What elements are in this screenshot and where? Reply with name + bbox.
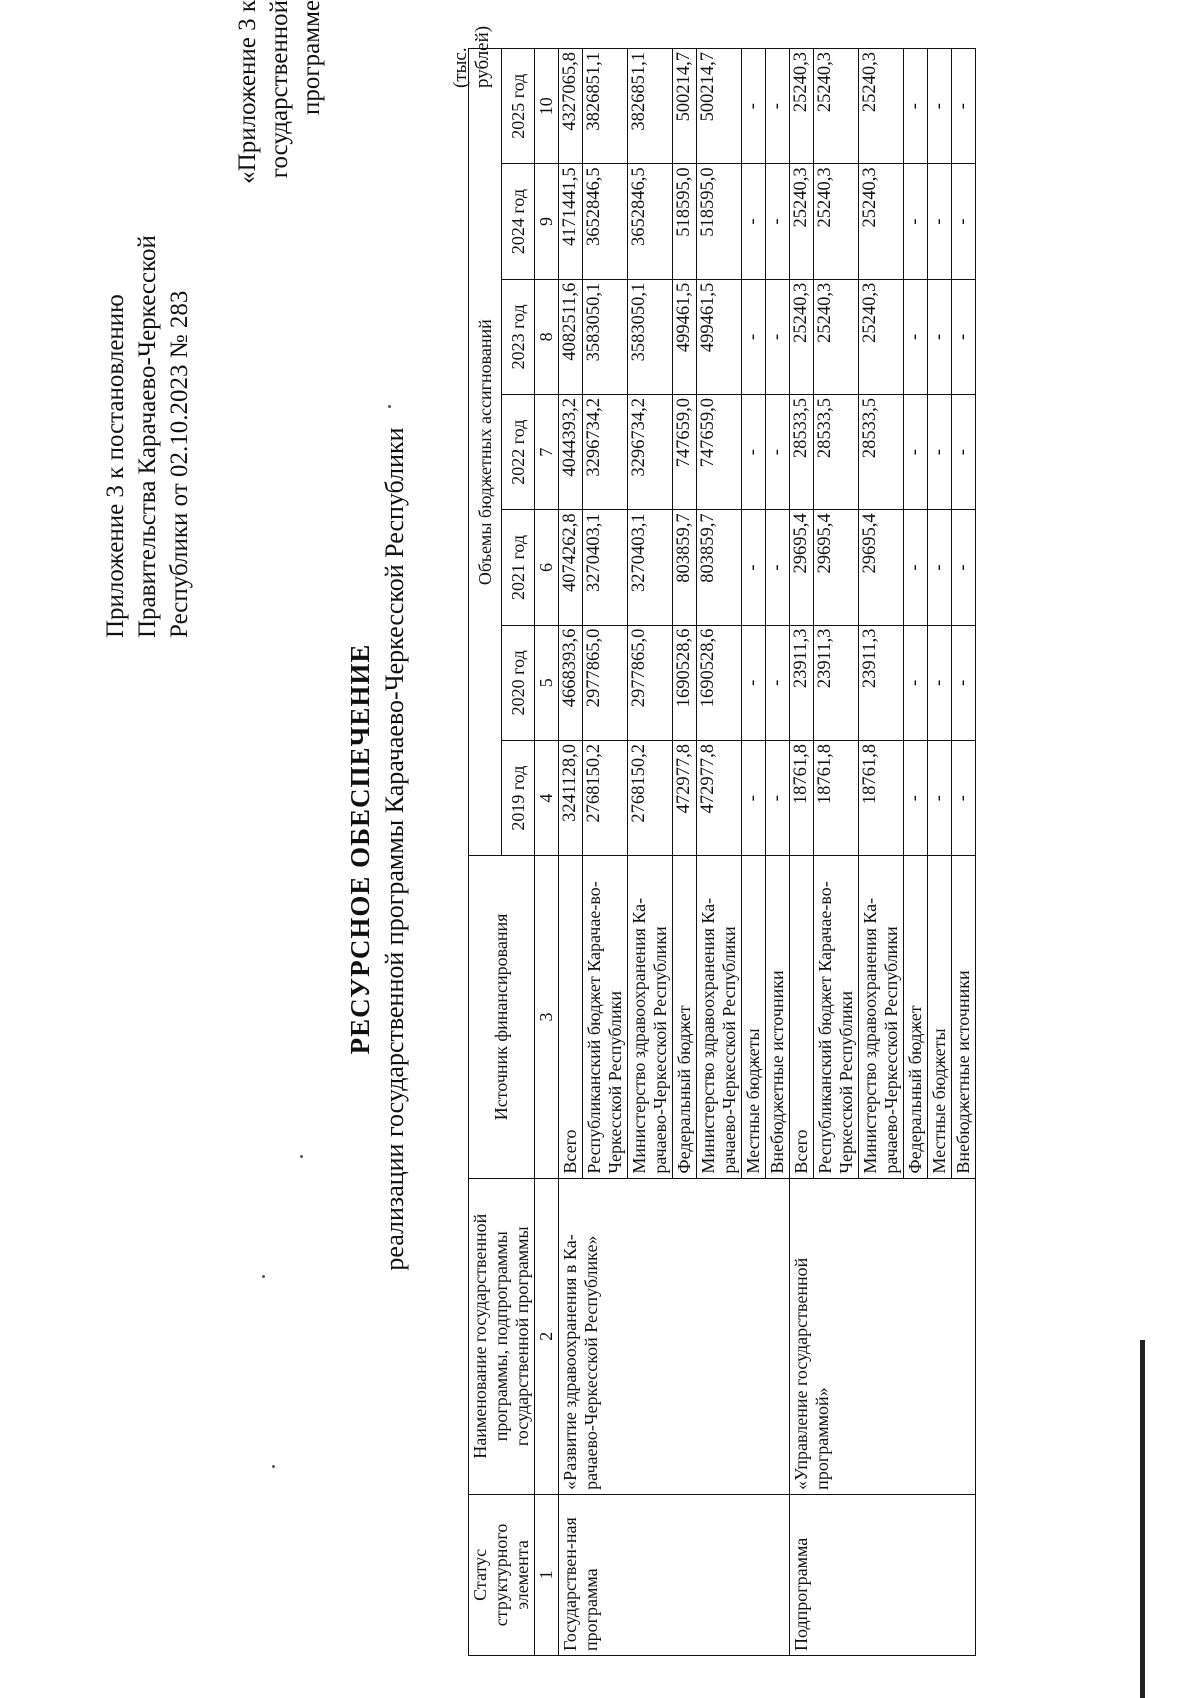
value-cell: 28533,5 — [790, 395, 814, 510]
annex-line: Правительства Карачаево-Черкесской — [134, 235, 161, 638]
source-cell: Республиканский бюджет Карачае-во-Черкесской Республики — [814, 856, 859, 1178]
header-year: 2019 год — [502, 740, 535, 855]
value-cell: 4082511,6 — [559, 279, 583, 394]
value-cell: - — [904, 164, 928, 279]
header-year: 2022 год — [502, 395, 535, 510]
column-index: 2 — [535, 1178, 559, 1494]
value-cell: 747659,0 — [673, 395, 697, 510]
source-cell: Всего — [559, 856, 583, 1178]
column-index: 1 — [535, 1494, 559, 1655]
value-cell: - — [742, 395, 766, 510]
value-cell: 3270403,1 — [583, 510, 628, 625]
value-cell: 3296734,2 — [583, 395, 628, 510]
value-cell: 3296734,2 — [628, 395, 673, 510]
value-cell: - — [928, 49, 952, 164]
value-cell: 25240,3 — [790, 164, 814, 279]
column-index: 6 — [535, 510, 559, 625]
value-cell: - — [904, 395, 928, 510]
value-cell: 25240,3 — [859, 164, 904, 279]
value-cell: 25240,3 — [790, 49, 814, 164]
annex-reference — [100, 235, 196, 638]
value-cell: 25240,3 — [814, 49, 859, 164]
value-cell: 29695,4 — [859, 510, 904, 625]
program-annex-line: государственной программе — [266, 0, 325, 179]
source-cell: Местные бюджеты — [742, 856, 766, 1178]
value-cell: - — [766, 625, 790, 740]
header-volumes: Объемы бюджетных ассигнований — [469, 49, 502, 856]
value-cell: 23911,3 — [814, 625, 859, 740]
header-year: 2021 год — [502, 510, 535, 625]
value-cell: - — [952, 49, 976, 164]
header-source: Источник финансирования — [469, 856, 535, 1178]
value-cell: 747659,0 — [697, 395, 742, 510]
value-cell: - — [928, 164, 952, 279]
value-cell: - — [952, 164, 976, 279]
resource-table — [468, 48, 976, 1656]
scan-speck — [262, 1275, 265, 1278]
column-index-row — [535, 49, 559, 1656]
value-cell: 4044393,2 — [559, 395, 583, 510]
value-cell: 29695,4 — [790, 510, 814, 625]
value-cell: 4171441,5 — [559, 164, 583, 279]
status-cell: Подпрограмма — [790, 1494, 976, 1655]
value-cell: - — [742, 164, 766, 279]
value-cell: - — [952, 279, 976, 394]
source-cell: Федеральный бюджет — [673, 856, 697, 1178]
value-cell: 23911,3 — [790, 625, 814, 740]
value-cell: 4668393,6 — [559, 625, 583, 740]
value-cell: - — [928, 625, 952, 740]
value-cell: 472977,8 — [697, 740, 742, 855]
value-cell: - — [742, 740, 766, 855]
value-cell: - — [952, 510, 976, 625]
value-cell: 2977865,0 — [628, 625, 673, 740]
value-cell: 25240,3 — [859, 49, 904, 164]
value-cell: - — [952, 625, 976, 740]
value-cell: 25240,3 — [790, 279, 814, 394]
column-index: 7 — [535, 395, 559, 510]
value-cell: 3652846,5 — [583, 164, 628, 279]
value-cell: 4327065,8 — [559, 49, 583, 164]
value-cell: - — [904, 740, 928, 855]
column-index: 5 — [535, 625, 559, 740]
source-cell: Внебюджетные источники — [952, 856, 976, 1178]
value-cell: - — [766, 49, 790, 164]
value-cell: 2768150,2 — [628, 740, 673, 855]
value-cell: 518595,0 — [697, 164, 742, 279]
value-cell: - — [904, 49, 928, 164]
program-name-cell: «Управление государственной программой» — [790, 1178, 976, 1494]
value-cell: 3826851,1 — [583, 49, 628, 164]
column-index: 9 — [535, 164, 559, 279]
value-cell: 3241128,0 — [559, 740, 583, 855]
value-cell: 803859,7 — [697, 510, 742, 625]
program-name-cell: «Развитие здравоохранения в Ка-рачаево-Черкесской Республике» — [559, 1178, 790, 1494]
header-year: 2020 год — [502, 625, 535, 740]
source-cell: Всего — [790, 856, 814, 1178]
value-cell: 2768150,2 — [583, 740, 628, 855]
program-annex-reference — [232, 0, 328, 253]
value-cell: - — [766, 164, 790, 279]
value-cell: 1690528,6 — [697, 625, 742, 740]
value-cell: - — [928, 395, 952, 510]
value-cell: - — [904, 625, 928, 740]
source-cell: Федеральный бюджет — [904, 856, 928, 1178]
source-cell: Министерство здравоохранения Ка-рачаево-Черкесской Республики — [628, 856, 673, 1178]
value-cell: - — [904, 279, 928, 394]
header-year: 2024 год — [502, 164, 535, 279]
document-subtitle: реализации государственной программы Карачаево-Черкесской Республики — [380, 427, 409, 1271]
value-cell: 472977,8 — [673, 740, 697, 855]
value-cell: - — [766, 740, 790, 855]
source-cell: Местные бюджеты — [928, 856, 952, 1178]
column-index: 10 — [535, 49, 559, 164]
value-cell: 1690528,6 — [673, 625, 697, 740]
scan-edge-mark — [1140, 1340, 1145, 1698]
value-cell: - — [742, 279, 766, 394]
value-cell: 2977865,0 — [583, 625, 628, 740]
source-cell: Внебюджетные источники — [766, 856, 790, 1178]
value-cell: 499461,5 — [673, 279, 697, 394]
value-cell: 518595,0 — [673, 164, 697, 279]
source-cell: Министерство здравоохранения Ка-рачаево-Черкесской Республики — [697, 856, 742, 1178]
header-year: 2025 год — [502, 49, 535, 164]
value-cell: - — [742, 49, 766, 164]
annex-line: Республики от 02.10.2023 № 283 — [166, 290, 193, 638]
value-cell: 18761,8 — [790, 740, 814, 855]
value-cell: 28533,5 — [814, 395, 859, 510]
value-cell: 500214,7 — [697, 49, 742, 164]
value-cell: 3270403,1 — [628, 510, 673, 625]
value-cell: 25240,3 — [814, 164, 859, 279]
value-cell: 25240,3 — [859, 279, 904, 394]
column-index: 4 — [535, 740, 559, 855]
value-cell: - — [766, 279, 790, 394]
units-label: (тыс. рублей) — [450, 25, 493, 88]
table-row — [559, 49, 583, 1656]
source-cell: Министерство здравоохранения Ка-рачаево-Черкесской Республики — [859, 856, 904, 1178]
value-cell: 3826851,1 — [628, 49, 673, 164]
value-cell: 3652846,5 — [628, 164, 673, 279]
header-status: Статус структурного элемента — [469, 1494, 535, 1655]
column-index: 3 — [535, 856, 559, 1178]
annex-line: Приложение 3 к постановлению — [102, 294, 129, 638]
value-cell: 28533,5 — [859, 395, 904, 510]
value-cell: - — [766, 510, 790, 625]
document-title: РЕСУРСНОЕ ОБЕСПЕЧЕНИЕ — [345, 643, 375, 1055]
table-row — [790, 49, 814, 1656]
value-cell: - — [766, 395, 790, 510]
value-cell: 25240,3 — [814, 279, 859, 394]
scan-speck — [272, 1465, 275, 1468]
program-annex-line: «Приложение 3 к — [234, 0, 261, 184]
value-cell: - — [952, 395, 976, 510]
value-cell: - — [928, 279, 952, 394]
header-name: Наименование государственной программы, подпрограммы государственной программы — [469, 1178, 535, 1494]
value-cell: 500214,7 — [673, 49, 697, 164]
column-index: 8 — [535, 279, 559, 394]
value-cell: 4074262,8 — [559, 510, 583, 625]
value-cell: 803859,7 — [673, 510, 697, 625]
value-cell: - — [742, 510, 766, 625]
value-cell: - — [742, 625, 766, 740]
value-cell: 18761,8 — [859, 740, 904, 855]
header-year: 2023 год — [502, 279, 535, 394]
value-cell: 3583050,1 — [583, 279, 628, 394]
value-cell: - — [928, 510, 952, 625]
value-cell: 18761,8 — [814, 740, 859, 855]
value-cell: - — [904, 510, 928, 625]
header-row — [469, 49, 502, 1656]
value-cell: - — [928, 740, 952, 855]
value-cell: 499461,5 — [697, 279, 742, 394]
value-cell: 23911,3 — [859, 625, 904, 740]
value-cell: - — [952, 740, 976, 855]
scan-speck — [300, 1155, 303, 1158]
status-cell: Государствен-ная программа — [559, 1494, 790, 1655]
value-cell: 3583050,1 — [628, 279, 673, 394]
scan-speck — [388, 405, 391, 408]
value-cell: 29695,4 — [814, 510, 859, 625]
source-cell: Республиканский бюджет Карачае-во-Черкесской Республики — [583, 856, 628, 1178]
